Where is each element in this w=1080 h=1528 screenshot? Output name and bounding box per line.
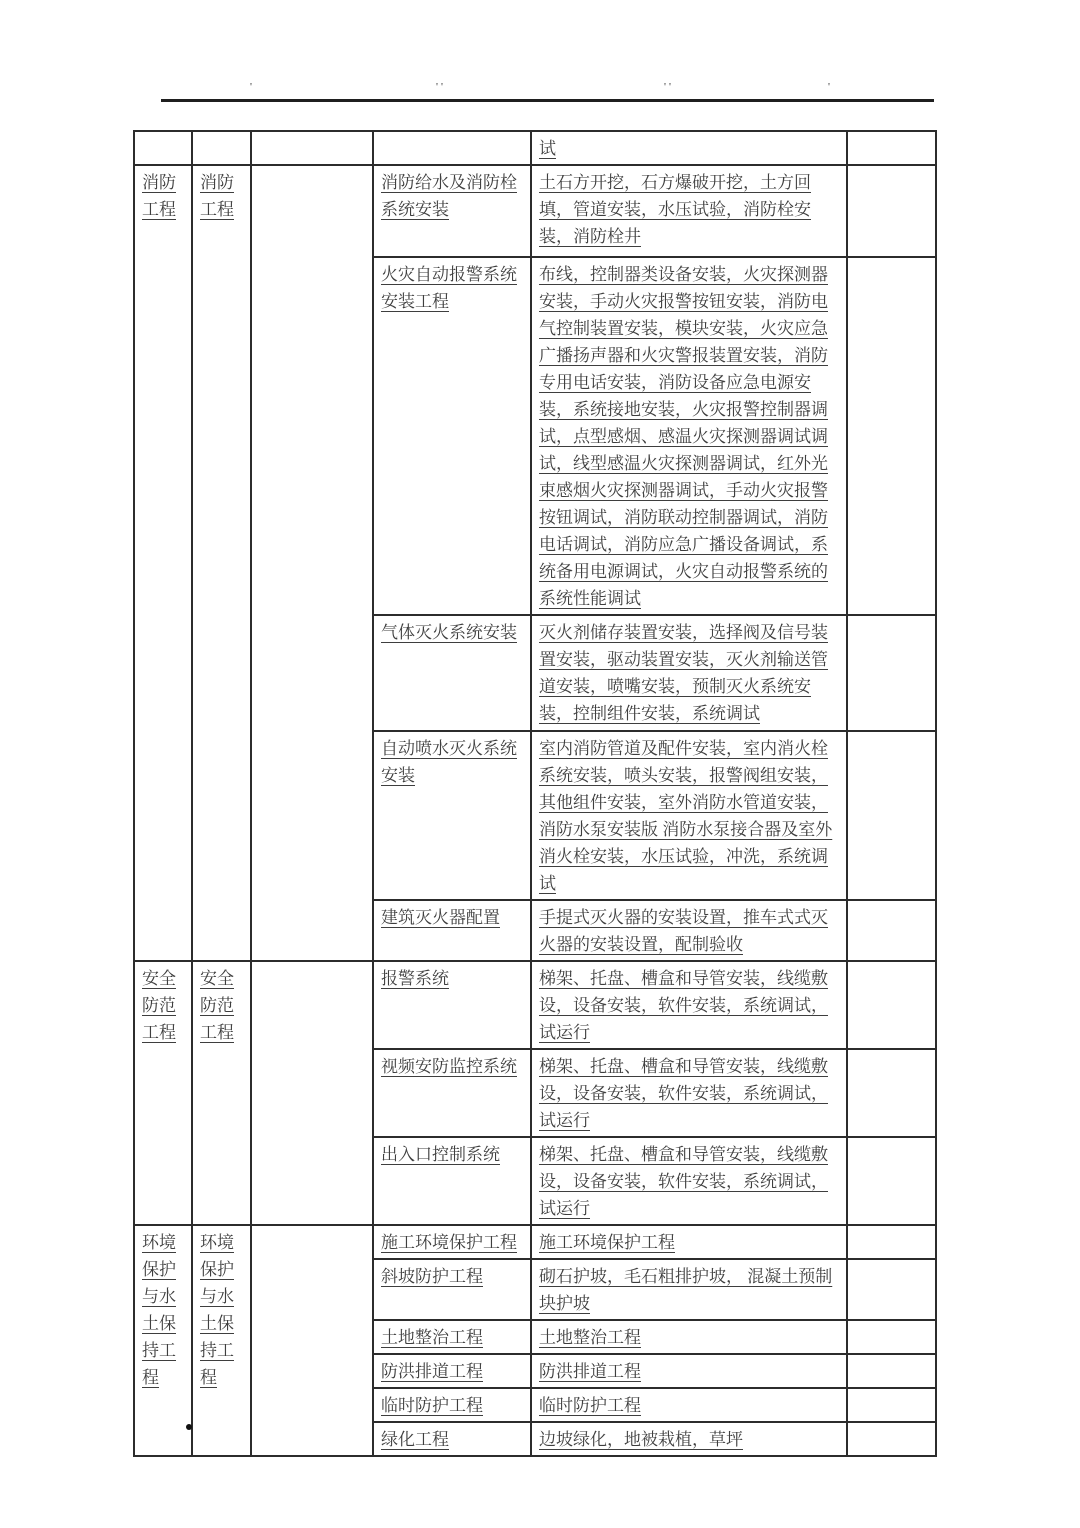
content-cell: 土石方开挖，石方爆破开挖，土方回填，管道安装，水压试验，消防栓安装，消防栓井: [531, 165, 847, 257]
remark-cell: [847, 615, 936, 731]
category-cell: [134, 131, 192, 165]
remark-cell: [847, 1225, 936, 1259]
subcategory-cell-environment: 环境保护与水土保持工程: [192, 1225, 251, 1456]
item-cell: 土地整治工程: [373, 1320, 531, 1354]
table-row: [134, 165, 936, 257]
remark-cell: [847, 1259, 936, 1320]
remark-cell: [847, 731, 936, 900]
item-cell: 气体灭火系统安装: [373, 615, 531, 731]
content-cell: 临时防护工程: [531, 1388, 847, 1422]
item-cell: 火灾自动报警系统安装工程: [373, 257, 531, 615]
remark-cell: [847, 1049, 936, 1137]
spacer-cell: [251, 165, 373, 961]
item-cell: 斜坡防护工程: [373, 1259, 531, 1320]
remark-cell: [847, 1320, 936, 1354]
remark-cell: [847, 131, 936, 165]
spacer-cell: [251, 1225, 373, 1456]
spacer-cell: [251, 961, 373, 1225]
header-mark: ': [828, 81, 833, 93]
stray-dot: [186, 1424, 192, 1430]
content-cell: 试: [531, 131, 847, 165]
content-cell: 梯架、托盘、槽盒和导管安装，线缆敷设，设备安装，软件安装，系统调试，试运行: [531, 1049, 847, 1137]
subcategory-cell-fire: 消防工程: [192, 165, 251, 961]
spacer-cell: [251, 131, 373, 165]
item-cell: 施工环境保护工程: [373, 1225, 531, 1259]
remark-cell: [847, 165, 936, 257]
item-cell: 临时防护工程: [373, 1388, 531, 1422]
header-mark: '': [436, 81, 446, 93]
header-mark: '': [664, 81, 674, 93]
content-cell: 手提式灭火器的安装设置，推车式式灭火器的安装设置，配制验收: [531, 900, 847, 961]
content-cell: 防洪排道工程: [531, 1354, 847, 1388]
remark-cell: [847, 1137, 936, 1225]
remark-cell: [847, 900, 936, 961]
content-cell: 梯架、托盘、槽盒和导管安装，线缆敷设，设备安装，软件安装，系统调试，试运行: [531, 961, 847, 1049]
remark-cell: [847, 1422, 936, 1456]
content-cell: 土地整治工程: [531, 1320, 847, 1354]
remark-cell: [847, 257, 936, 615]
category-cell-security: 安全防范工程: [134, 961, 192, 1225]
page-header-rule: [161, 99, 934, 102]
table-row: [134, 961, 936, 1049]
item-cell: 建筑灭火器配置: [373, 900, 531, 961]
table-row: [134, 1225, 936, 1259]
content-cell: 灭火剂储存装置安装，选择阀及信号装置安装，驱动装置安装，灭火剂输送管道安装，喷嘴安装，预制灭火系统安装，控制组件安装，系统调试: [531, 615, 847, 731]
content-cell: 布线，控制器类设备安装，火灾探测器安装，手动火灾报警按钮安装，消防电气控制装置安装，模块安装，火灾应急广播扬声器和火灾警报装置安装，消防专用电话安装，消防设备应急电源安装，系统接地安装，火灾报警控制器调试，点型感烟、感温火灾探测器调试调试，线型感温火灾探测器调试，红外光束感烟火灾探测器调试，手动火灾报警按钮调试，消防联动控制器调试，消防电话调试，消防应急广播设备调试，系统备用电源调试，火灾自动报警系统的系统性能调试: [531, 257, 847, 615]
item-cell: 消防给水及消防栓系统安装: [373, 165, 531, 257]
subcategory-cell: [192, 131, 251, 165]
content-cell: 室内消防管道及配件安装，室内消火栓系统安装，喷头安装，报警阀组安装，其他组件安装，室外消防水管道安装，消防水泵安装版 消防水泵接合器及室外消火栓安装，水压试验，冲洗，系统调试: [531, 731, 847, 900]
remark-cell: [847, 1354, 936, 1388]
category-cell-environment: 环境保护与水土保持工程: [134, 1225, 192, 1456]
content-cell: 边坡绿化，地被栽植，草坪: [531, 1422, 847, 1456]
classification-table: [133, 130, 937, 1457]
item-cell: 防洪排道工程: [373, 1354, 531, 1388]
content-cell: 梯架、托盘、槽盒和导管安装，线缆敷设，设备安装，软件安装，系统调试，试运行: [531, 1137, 847, 1225]
table-row-continuation: [134, 131, 936, 165]
category-cell-fire: 消防工程: [134, 165, 192, 961]
subcategory-cell-security: 安全防范工程: [192, 961, 251, 1225]
item-cell: 自动喷水灭火系统安装: [373, 731, 531, 900]
content-cell: 砌石护坡，毛石粗排护坡， 混凝土预制块护坡: [531, 1259, 847, 1320]
remark-cell: [847, 961, 936, 1049]
item-cell: 绿化工程: [373, 1422, 531, 1456]
remark-cell: [847, 1388, 936, 1422]
item-cell: [373, 131, 531, 165]
item-cell: 报警系统: [373, 961, 531, 1049]
item-cell: 出入口控制系统: [373, 1137, 531, 1225]
header-mark: ': [250, 81, 255, 93]
item-cell: 视频安防监控系统: [373, 1049, 531, 1137]
content-cell: 施工环境保护工程: [531, 1225, 847, 1259]
